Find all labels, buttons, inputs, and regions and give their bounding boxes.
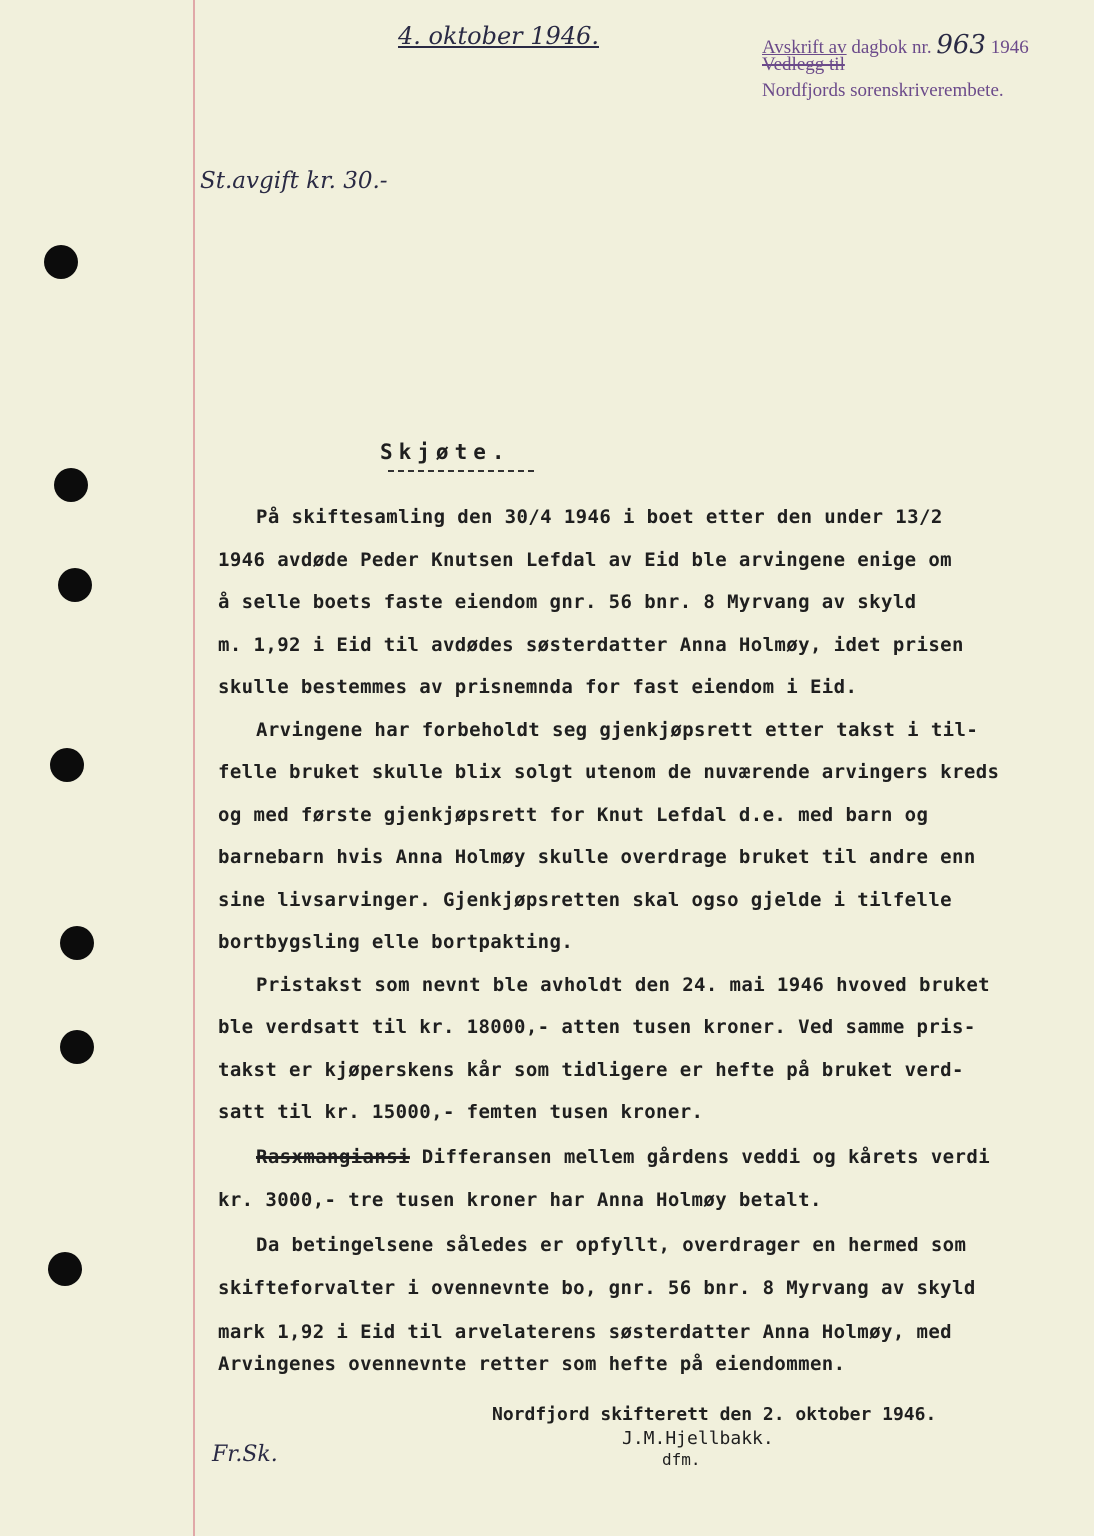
body-line: Arvingene har forbeholdt seg gjenkjøpsrett etter takst i til- xyxy=(256,719,979,741)
body-line: skulle bestemmes av prisnemnda for fast eiendom i Eid. xyxy=(218,676,858,698)
title-underline xyxy=(388,470,534,472)
handwritten-initials: Fr.Sk. xyxy=(212,1442,278,1467)
signature-name: J.M.Hjellbakk. xyxy=(622,1428,774,1449)
fee-note: St.avgift kr. 30.- xyxy=(200,168,388,194)
stamp-attachment-text: Vedlegg til xyxy=(762,54,845,75)
dagbok-number: 963 xyxy=(936,30,986,60)
stamp-dagbok-label: dagbok nr. xyxy=(851,37,932,58)
body-line: Arvingenes ovennevnte retter som hefte på eiendommen. xyxy=(218,1353,846,1375)
body-line: takst er kjøperskens kår som tidligere er hefte på bruket verd- xyxy=(218,1059,964,1081)
body-line: På skiftesamling den 30/4 1946 i boet etter den under 13/2 xyxy=(256,506,943,528)
body-line: m. 1,92 i Eid til avdødes søsterdatter Anna Holmøy, idet prisen xyxy=(218,634,964,656)
stamp-attachment-label xyxy=(762,54,845,76)
body-line: bortbygsling elle bortpakting. xyxy=(218,931,574,953)
punch-hole xyxy=(58,568,92,602)
punch-hole xyxy=(48,1252,82,1286)
body-line: Pristakst som nevnt ble avholdt den 24. mai 1946 hvoved bruket xyxy=(256,974,991,996)
stamp-office: Nordfjords sorenskriverembete. xyxy=(762,80,1004,101)
punch-hole xyxy=(44,245,78,279)
body-line: å selle boets faste eiendom gnr. 56 bnr. 8 Myrvang av skyld xyxy=(218,591,917,613)
body-line: og med første gjenkjøpsrett for Knut Lefdal d.e. med barn og xyxy=(218,804,929,826)
body-line: felle bruket skulle blix solgt utenom de nuværende arvingers kreds xyxy=(218,761,1000,783)
struck-word: Rasxmangiansi xyxy=(256,1146,410,1168)
body-line: Da betingelsene således er opfyllt, overdrager en hermed som xyxy=(256,1234,967,1256)
punch-hole xyxy=(50,748,84,782)
body-line: barnebarn hvis Anna Holmøy skulle overdrage bruket til andre enn xyxy=(218,846,976,868)
signature-title: dfm. xyxy=(662,1450,701,1469)
body-line: sine livsarvinger. Gjenkjøpsretten skal ogso gjelde i tilfelle xyxy=(218,889,953,911)
body-line: 1946 avdøde Peder Knutsen Lefdal av Eid ble arvingene enige om xyxy=(218,549,953,571)
punch-hole xyxy=(54,468,88,502)
punch-hole xyxy=(60,1030,94,1064)
body-line xyxy=(256,1146,990,1168)
handwritten-date: 4. oktober 1946. xyxy=(398,22,599,50)
closing-line: Nordfjord skifterett den 2. oktober 1946. xyxy=(492,1404,937,1425)
body-line-text: Differansen mellem gårdens veddi og kårets verdi xyxy=(421,1146,991,1168)
document-title: Skjøte. xyxy=(380,440,511,464)
punch-hole xyxy=(60,926,94,960)
stamp-copy-label: Avskrift av xyxy=(762,37,847,58)
body-line: kr. 3000,- tre tusen kroner har Anna Holmøy betalt. xyxy=(218,1189,822,1211)
stamp-year: 1946 xyxy=(990,37,1029,58)
body-line: mark 1,92 i Eid til arvelaterens søsterdatter Anna Holmøy, med xyxy=(218,1321,953,1343)
body-line: satt til kr. 15000,- femten tusen kroner. xyxy=(218,1101,704,1123)
body-line: ble verdsatt til kr. 18000,- atten tusen kroner. Ved samme pris- xyxy=(218,1016,976,1038)
body-line: skifteforvalter i ovennevnte bo, gnr. 56 bnr. 8 Myrvang av skyld xyxy=(218,1277,976,1299)
margin-line xyxy=(193,0,195,1536)
